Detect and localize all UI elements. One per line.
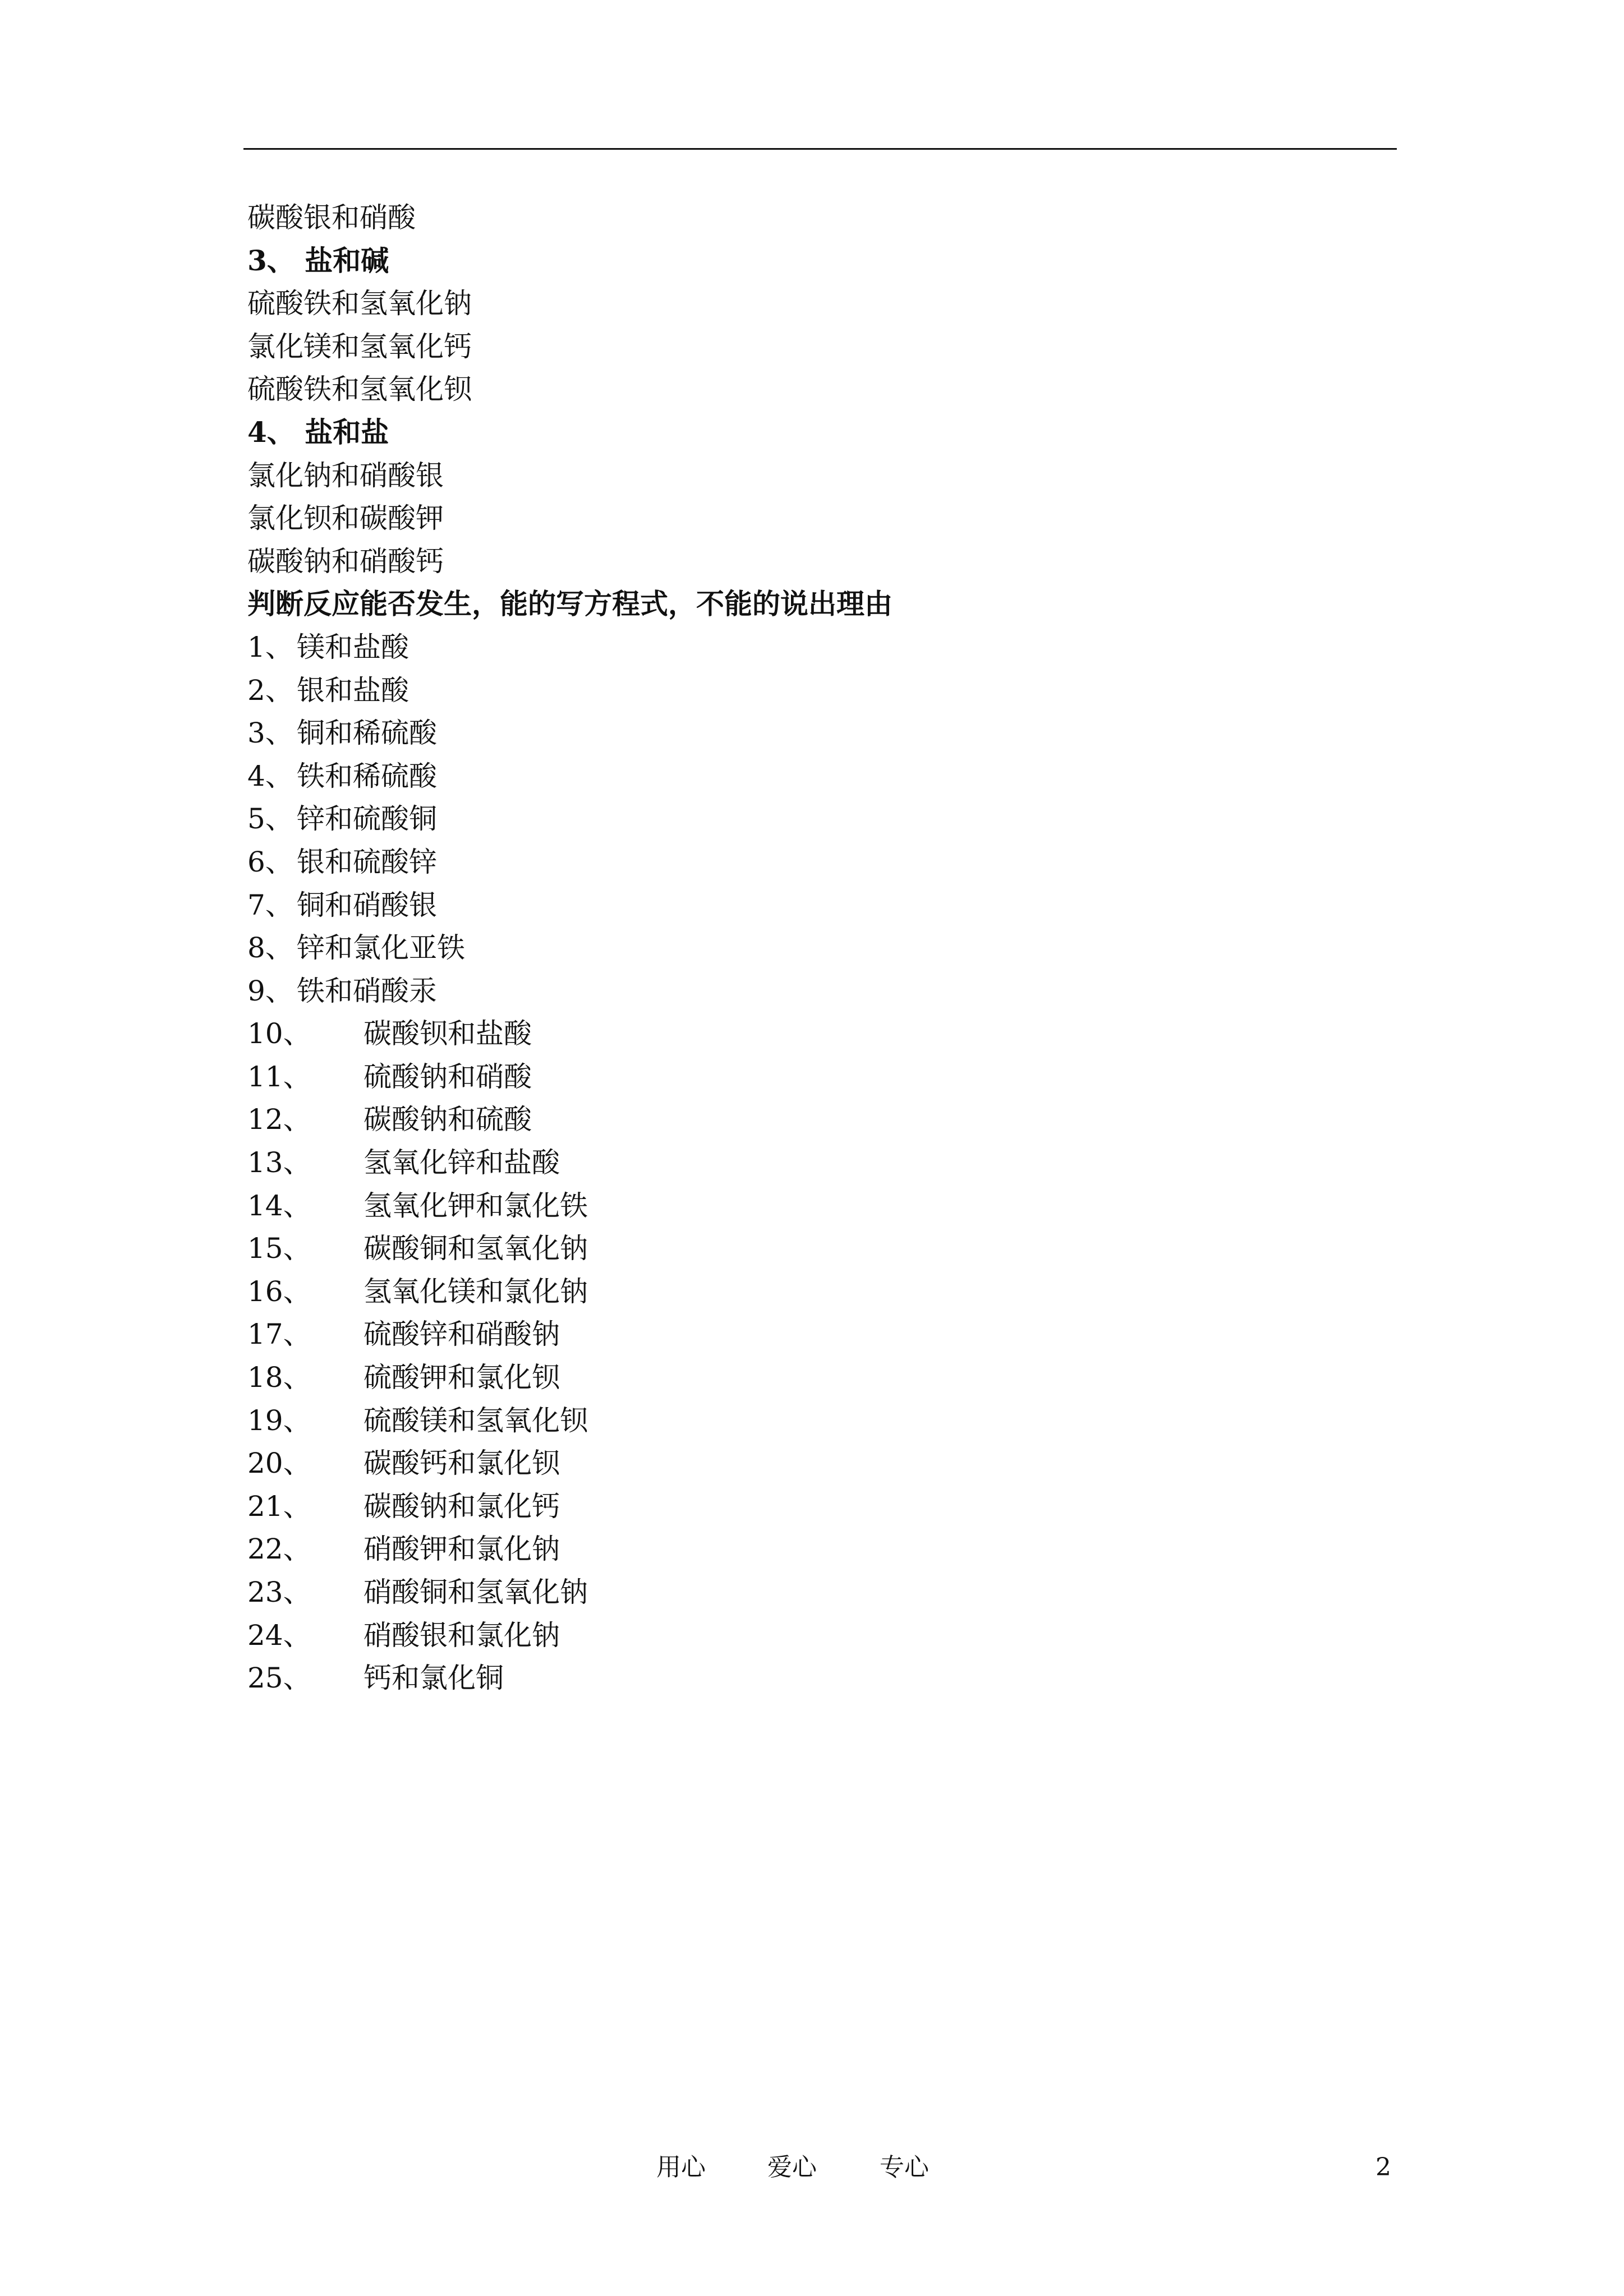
question-text: 氢氧化锌和盐酸 bbox=[364, 1146, 560, 1179]
question-text: 硝酸银和氯化钠 bbox=[364, 1619, 560, 1652]
question-number: 1、 bbox=[247, 630, 293, 663]
question-item bbox=[247, 1485, 1397, 1528]
question-number: 21、 bbox=[247, 1490, 311, 1523]
section-3-heading: 3、 盐和碱 bbox=[247, 243, 389, 277]
question-text: 碳酸钡和盐酸 bbox=[364, 1017, 532, 1050]
question-item bbox=[247, 841, 1397, 884]
question-item bbox=[247, 1098, 1397, 1141]
question-text: 铜和硝酸银 bbox=[297, 888, 437, 921]
header-rule bbox=[243, 148, 1397, 150]
page-number: 2 bbox=[1375, 2153, 1391, 2182]
footer-motto-3: 专心 bbox=[880, 2153, 929, 2182]
question-number: 23、 bbox=[247, 1576, 311, 1608]
list-item: 碳酸钠和硝酸钙 bbox=[247, 545, 444, 578]
question-number: 2、 bbox=[247, 674, 293, 707]
question-item bbox=[247, 755, 1397, 798]
question-item bbox=[247, 926, 1397, 970]
question-text: 氢氧化钾和氯化铁 bbox=[364, 1189, 588, 1222]
footer-motto-2: 爱心 bbox=[767, 2153, 817, 2182]
question-number: 12、 bbox=[247, 1103, 311, 1136]
footer-motto-1: 用心 bbox=[656, 2153, 706, 2182]
question-number: 10、 bbox=[247, 1017, 311, 1050]
question-text: 铁和硝酸汞 bbox=[297, 974, 437, 1007]
intro-line: 碳酸银和硝酸 bbox=[247, 201, 416, 234]
question-number: 11、 bbox=[247, 1060, 311, 1093]
question-number: 22、 bbox=[247, 1533, 311, 1566]
question-number: 19、 bbox=[247, 1404, 311, 1437]
question-item bbox=[247, 1184, 1397, 1228]
question-number: 15、 bbox=[247, 1232, 311, 1265]
question-text: 碳酸钠和氯化钙 bbox=[364, 1490, 560, 1523]
question-item bbox=[247, 1356, 1397, 1399]
question-number: 9、 bbox=[247, 974, 293, 1007]
question-number: 7、 bbox=[247, 888, 293, 921]
question-item bbox=[247, 1055, 1397, 1099]
question-text: 硫酸镁和氢氧化钡 bbox=[364, 1404, 588, 1437]
question-item bbox=[247, 884, 1397, 927]
question-text: 镁和盐酸 bbox=[297, 630, 409, 663]
question-text: 氢氧化镁和氯化钠 bbox=[364, 1275, 588, 1308]
question-text: 硫酸钾和氯化钡 bbox=[364, 1361, 560, 1394]
question-item bbox=[247, 1614, 1397, 1657]
question-text: 硫酸钠和硝酸 bbox=[364, 1060, 532, 1093]
judge-heading: 判断反应能否发生，能的写方程式，不能的说出理由 bbox=[247, 587, 892, 621]
question-number: 24、 bbox=[247, 1619, 311, 1652]
question-item bbox=[247, 1571, 1397, 1614]
list-item: 氯化钠和硝酸银 bbox=[247, 459, 444, 492]
document-body bbox=[247, 196, 1397, 1700]
list-item: 氯化镁和氢氧化钙 bbox=[247, 330, 472, 363]
question-item bbox=[247, 1227, 1397, 1270]
question-text: 碳酸钙和氯化钡 bbox=[364, 1447, 560, 1480]
question-item bbox=[247, 1313, 1397, 1356]
question-item bbox=[247, 1528, 1397, 1571]
question-item bbox=[247, 626, 1397, 669]
question-text: 硫酸锌和硝酸钠 bbox=[364, 1318, 560, 1351]
question-number: 18、 bbox=[247, 1361, 311, 1394]
question-number: 14、 bbox=[247, 1189, 311, 1222]
question-text: 硝酸铜和氢氧化钠 bbox=[364, 1576, 588, 1608]
question-number: 4、 bbox=[247, 759, 293, 792]
question-text: 钙和氯化铜 bbox=[364, 1662, 504, 1695]
question-text: 碳酸钠和硫酸 bbox=[364, 1103, 532, 1136]
question-item bbox=[247, 1012, 1397, 1055]
question-number: 16、 bbox=[247, 1275, 311, 1308]
question-number: 8、 bbox=[247, 932, 293, 965]
question-number: 25、 bbox=[247, 1662, 311, 1695]
question-item bbox=[247, 797, 1397, 841]
question-item bbox=[247, 970, 1397, 1013]
question-text: 铁和稀硫酸 bbox=[297, 759, 437, 792]
question-text: 碳酸铜和氢氧化钠 bbox=[364, 1232, 588, 1265]
question-text: 铜和稀硫酸 bbox=[297, 717, 437, 750]
question-text: 银和盐酸 bbox=[297, 674, 409, 707]
question-item bbox=[247, 1657, 1397, 1700]
question-text: 银和硫酸锌 bbox=[297, 845, 437, 878]
question-item bbox=[247, 1270, 1397, 1313]
question-item bbox=[247, 1399, 1397, 1442]
question-number: 5、 bbox=[247, 803, 293, 836]
question-number: 3、 bbox=[247, 717, 293, 750]
question-item bbox=[247, 712, 1397, 755]
list-item: 氯化钡和碳酸钾 bbox=[247, 502, 444, 535]
question-item bbox=[247, 1442, 1397, 1485]
question-item bbox=[247, 1141, 1397, 1184]
question-number: 17、 bbox=[247, 1318, 311, 1351]
question-number: 6、 bbox=[247, 845, 293, 878]
question-text: 锌和氯化亚铁 bbox=[297, 932, 465, 965]
question-number: 13、 bbox=[247, 1146, 311, 1179]
question-number: 20、 bbox=[247, 1447, 311, 1480]
question-item bbox=[247, 669, 1397, 712]
list-item: 硫酸铁和氢氧化钡 bbox=[247, 373, 472, 406]
question-text: 锌和硫酸铜 bbox=[297, 803, 437, 836]
list-item: 硫酸铁和氢氧化钠 bbox=[247, 287, 472, 320]
section-4-heading: 4、 盐和盐 bbox=[247, 415, 389, 449]
question-text: 硝酸钾和氯化钠 bbox=[364, 1533, 560, 1566]
